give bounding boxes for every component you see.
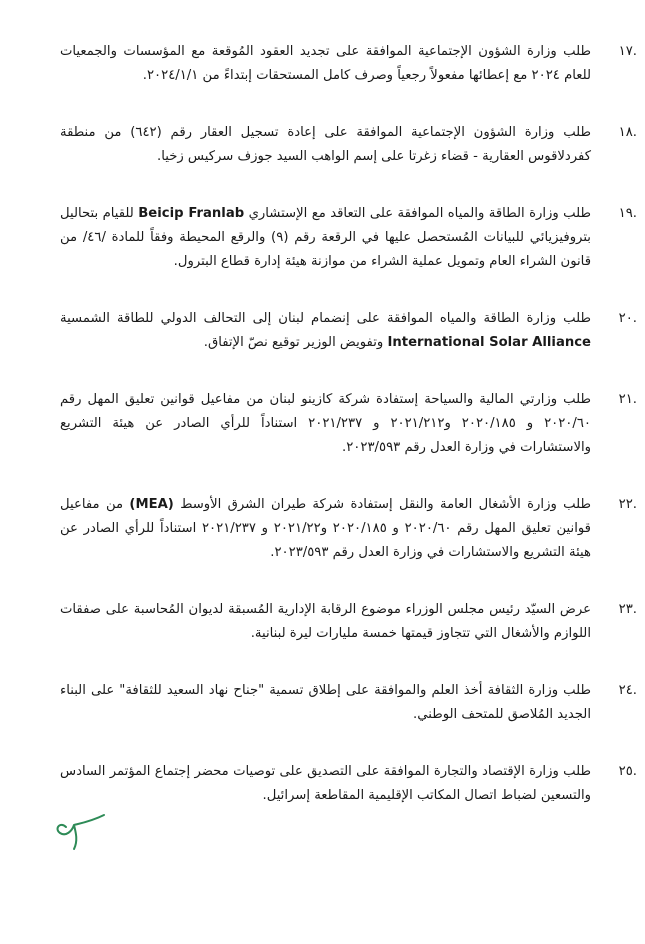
agenda-item-18 (60, 121, 637, 169)
item-text (60, 493, 591, 565)
item-number: .١٨ (618, 125, 637, 140)
item-text-before: طلب وزارة الطاقة والمياه الموافقة على التعاقد مع الإستشاري (248, 206, 591, 221)
item-number: .٢٢ (618, 497, 637, 512)
item-text: طلب وزارة الشؤون الإجتماعية الموافقة على إعادة تسجيل العقار رقم (٦٤٢) من منطقة كفردلاقوس العقارية - قضاء زغرتا على إسم الواهب السيد جوزف سركيس زخيا. (60, 125, 592, 164)
agenda-item-22 (60, 493, 637, 565)
item-number: .٢٣ (618, 602, 637, 617)
item-text-before: طلب وزارة الطاقة والمياه الموافقة على إنضمام لبنان إلى التحالف الدولي للطاقة الشمسية (60, 311, 591, 326)
item-text: طلب وزارة الشؤون الإجتماعية الموافقة على تجديد العقود المُوقعة مع المؤسسات والجمعيات للعام ٢٠٢٤ مع إعطائها مفعولاً رجعياً وصرف كامل المستحقات إبتداءً من ٢٠٢٤/١/١. (60, 44, 591, 83)
item-text-after: للقيام بتحاليل بتروفيزيائي للبيانات المُستحصل عليها في الرقعة رقم (٩) والرقع المحيطة وفقاً للمادة /٤٦/ من قانون الشراء العام وتمويل عملية الشراء من موازنة هيئة إدارة قطاع البترول. (60, 206, 591, 269)
agenda-item-23 (60, 598, 637, 646)
alliance-name: International Solar Alliance (387, 335, 591, 350)
airline-code: (MEA) (129, 497, 174, 512)
item-text-after: من مفاعيل قوانين تعليق المهل رقم ٢٠٢٠/٦٠ و ٢٠٢٠/١٨٥ و٢٠٢١/٢٢ و ٢٠٢١/٢٣٧ استناداً للرأي الصادر عن هيئة التشريع والاستشارات في وزارة العدل رقم ٢٠٢٣/٥٩٣. (60, 497, 591, 560)
item-text (60, 307, 591, 355)
item-number: .٢٤ (618, 683, 637, 698)
agenda-item-24 (60, 679, 637, 727)
company-name: Beicip Franlab (138, 206, 245, 221)
item-number: .٢٠ (618, 311, 637, 326)
item-text-after: وتفويض الوزير توقيع نصّ الإتفاق. (203, 335, 384, 350)
agenda-list (60, 40, 637, 841)
agenda-item-17 (60, 40, 637, 88)
agenda-item-21 (60, 388, 637, 460)
agenda-item-25 (60, 760, 637, 808)
handwritten-signature-icon (52, 805, 122, 855)
item-text (60, 202, 591, 274)
item-text: طلب وزارة الإقتصاد والتجارة الموافقة على التصديق على توصيات محضر إجتماع المؤتمر السادس والتسعين لضباط اتصال المكاتب الإقليمية المقاطعة إسرائيل. (60, 764, 591, 803)
agenda-item-20 (60, 307, 637, 355)
item-number: .٢٥ (618, 764, 637, 779)
item-number: .١٩ (618, 206, 637, 221)
item-text: طلب وزارة الثقافة أخذ العلم والموافقة على إطلاق تسمية "جناح نهاد السعيد للثقافة" على البناء الجديد المُلاصق للمتحف الوطني. (60, 683, 591, 722)
item-text: طلب وزارتي المالية والسياحة إستفادة شركة كازينو لبنان من مفاعيل قوانين تعليق المهل رقم ٢٠٢٠/٦٠ و ٢٠٢٠/١٨٥ و٢٠٢١/٢١٢ و ٢٠٢١/٢٣٧ استناداً للرأي الصادر عن هيئة التشريع والاستشارات في وزارة العدل رقم ٢٠٢٣/٥٩٣. (60, 392, 592, 455)
item-number: .١٧ (618, 44, 637, 59)
item-number: .٢١ (618, 392, 637, 407)
agenda-item-19 (60, 202, 637, 274)
item-text: عرض السيّد رئيس مجلس الوزراء موضوع الرقابة الإدارية المُسبقة لديوان المُحاسبة على صفقات اللوازم والأشغال التي تتجاوز قيمتها خمسة مليارات ليرة لبنانية. (60, 602, 591, 641)
item-text-before: طلب وزارة الأشغال العامة والنقل إستفادة شركة طيران الشرق الأوسط (180, 497, 591, 512)
